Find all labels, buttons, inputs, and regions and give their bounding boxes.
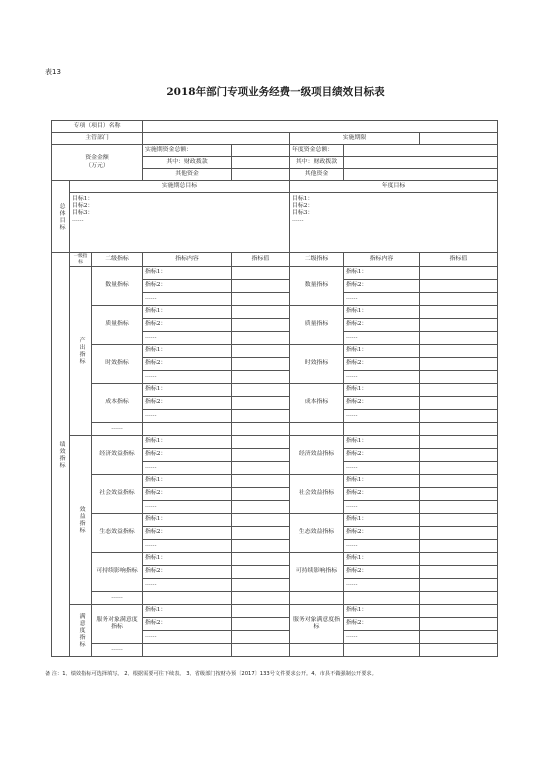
- indicator-value: [232, 618, 290, 631]
- indicator-value: [232, 527, 290, 540]
- period-label: 实施期限: [290, 133, 420, 145]
- indicator-value: [232, 553, 290, 566]
- annual-total-value: [344, 145, 498, 157]
- indicator-content: [143, 592, 232, 605]
- level1-indicator: 满意度指标: [70, 605, 92, 657]
- indicator-content: 指标1：: [143, 514, 232, 527]
- annual-fiscal-value: [344, 157, 498, 169]
- col-content-header: 指标内容: [344, 253, 420, 267]
- col-value-header: 指标值: [420, 253, 498, 267]
- target-line: 目标1：: [72, 196, 94, 202]
- indicator-content: 指标2：: [344, 280, 420, 293]
- indicator-value: [420, 475, 498, 488]
- indicator-value: [232, 436, 290, 449]
- indicator-value: [232, 644, 290, 657]
- period-total-value: [232, 145, 290, 157]
- indicator-content: ……: [344, 631, 420, 644]
- indicator-value: [420, 501, 498, 514]
- indicator-content: 指标1：: [143, 553, 232, 566]
- footnote: 备 注：1、绩效指标可选择填写。 2、根据需要可往下续表。 3、省级部门按财办预〔2017〕133号文件要求公开。4、市县不做强制公开要求。: [45, 671, 377, 677]
- indicator-content: 指标2：: [344, 358, 420, 371]
- indicator-value: [420, 566, 498, 579]
- indicator-content: 指标1：: [143, 475, 232, 488]
- indicator-content: [344, 423, 420, 436]
- indicator-content: [143, 423, 232, 436]
- indicator-content: 指标1：: [344, 605, 420, 618]
- indicator-value: [420, 397, 498, 410]
- indicator-content: 指标2：: [344, 618, 420, 631]
- indicator-content: 指标2：: [143, 527, 232, 540]
- indicator-value: [232, 410, 290, 423]
- level2-indicator: 质量指标: [290, 306, 344, 345]
- indicator-content: ……: [143, 462, 232, 475]
- annual-other-value: [344, 169, 498, 181]
- indicator-content: 指标1：: [344, 384, 420, 397]
- indicator-content: ……: [344, 371, 420, 384]
- level2-indicator: 服务对象满意度指标: [290, 605, 344, 644]
- indicator-value: [232, 475, 290, 488]
- indicator-content: ……: [143, 631, 232, 644]
- indicator-content: 指标2：: [143, 319, 232, 332]
- col-level1-header: 一级指标: [70, 253, 92, 267]
- indicator-content: 指标1：: [344, 306, 420, 319]
- level2-indicator: 服务对象满意度指标: [92, 605, 143, 644]
- indicator-content: 指标1：: [143, 267, 232, 280]
- indicator-content: 指标2：: [344, 566, 420, 579]
- funds-label: [52, 145, 143, 181]
- period-fiscal-label: 其中：财政拨款: [143, 157, 232, 169]
- level2-indicator: 社会效益指标: [92, 475, 143, 514]
- indicator-value: [420, 410, 498, 423]
- level2-indicator: 数量指标: [92, 267, 143, 306]
- indicator-value: [232, 397, 290, 410]
- indicator-content: 指标2：: [344, 319, 420, 332]
- level2-indicator-more: ……: [92, 592, 143, 605]
- indicator-content: 指标2：: [344, 488, 420, 501]
- indicator-value: [420, 423, 498, 436]
- period-total-label: 实施期资金总额：: [143, 145, 232, 157]
- indicator-value: [420, 371, 498, 384]
- indicator-content: ……: [143, 501, 232, 514]
- indicator-content: [344, 592, 420, 605]
- indicator-value: [420, 384, 498, 397]
- col-value-header: 指标值: [232, 253, 290, 267]
- indicator-value: [232, 592, 290, 605]
- indicator-value: [420, 449, 498, 462]
- period-fiscal-value: [232, 157, 290, 169]
- annual-targets: [290, 193, 498, 253]
- indicator-value: [232, 358, 290, 371]
- indicator-content: 指标1：: [143, 306, 232, 319]
- indicator-content: ……: [344, 501, 420, 514]
- indicator-content: ……: [344, 462, 420, 475]
- indicator-value: [420, 540, 498, 553]
- indicator-value: [232, 293, 290, 306]
- indicator-content: ……: [143, 371, 232, 384]
- indicator-value: [420, 332, 498, 345]
- indicator-content: 指标2：: [143, 280, 232, 293]
- indicator-value: [232, 631, 290, 644]
- indicator-content: 指标2：: [143, 397, 232, 410]
- indicator-value: [420, 618, 498, 631]
- indicator-content: 指标1：: [344, 345, 420, 358]
- dept-value: [143, 133, 290, 145]
- indicator-value: [232, 566, 290, 579]
- indicator-content: ……: [344, 332, 420, 345]
- indicator-value: [420, 436, 498, 449]
- indicator-value: [420, 319, 498, 332]
- indicator-content: ……: [143, 579, 232, 592]
- level2-indicator-more: ……: [92, 423, 143, 436]
- indicator-value: [420, 631, 498, 644]
- project-name-label: 专项（项目）名称: [52, 121, 143, 133]
- indicator-value: [420, 644, 498, 657]
- col-level2-header: 二级指标: [92, 253, 143, 267]
- level2-indicator-more: [290, 644, 344, 657]
- level2-indicator: 经济效益指标: [290, 436, 344, 475]
- level2-indicator: 质量指标: [92, 306, 143, 345]
- period-targets: [70, 193, 290, 253]
- indicator-value: [232, 267, 290, 280]
- indicator-content: 指标2：: [143, 358, 232, 371]
- level2-indicator-more: [290, 592, 344, 605]
- level2-indicator: 数量指标: [290, 267, 344, 306]
- indicator-content: 指标1：: [143, 436, 232, 449]
- target-line: 目标2：: [72, 203, 94, 210]
- indicator-value: [232, 462, 290, 475]
- indicator-content: 指标1：: [344, 475, 420, 488]
- indicator-content: ……: [344, 293, 420, 306]
- level2-indicator: 经济效益指标: [92, 436, 143, 475]
- indicator-value: [420, 267, 498, 280]
- period-target-heading: 实施期总目标: [70, 181, 290, 193]
- level2-indicator: 生态效益指标: [290, 514, 344, 553]
- indicator-value: [420, 553, 498, 566]
- target-line: 目标3：: [72, 210, 94, 217]
- funds-label-text: 资金金额 （万元）: [85, 155, 109, 169]
- indicator-value: [232, 488, 290, 501]
- dept-label: 主管部门: [52, 133, 143, 145]
- indicator-content: 指标1：: [143, 384, 232, 397]
- performance-target-table: [51, 120, 498, 657]
- indicator-value: [232, 514, 290, 527]
- target-line: 目标1：: [292, 196, 314, 202]
- annual-total-label: 年度资金总额：: [290, 145, 344, 157]
- indicator-content: 指标1：: [344, 514, 420, 527]
- indicator-content: [344, 644, 420, 657]
- level1-indicator: 效益指标: [70, 436, 92, 605]
- level2-indicator: 时效指标: [92, 345, 143, 384]
- annual-other-label: 其他资金: [290, 169, 344, 181]
- indicator-content: 指标1：: [143, 345, 232, 358]
- indicator-content: 指标2：: [143, 566, 232, 579]
- target-line: 目标2：: [292, 203, 314, 210]
- indicator-value: [232, 319, 290, 332]
- indicator-value: [420, 280, 498, 293]
- indicator-value: [420, 293, 498, 306]
- indicator-content: [143, 644, 232, 657]
- indicator-content: 指标2：: [143, 449, 232, 462]
- indicator-content: 指标2：: [344, 527, 420, 540]
- period-other-label: 其他资金: [143, 169, 232, 181]
- level2-indicator: 可持续影响指标: [92, 553, 143, 592]
- indicator-value: [420, 514, 498, 527]
- indicator-value: [232, 579, 290, 592]
- indicator-content: 指标1：: [344, 267, 420, 280]
- col-level2-header: 二级指标: [290, 253, 344, 267]
- indicator-content: 指标2：: [143, 618, 232, 631]
- indicator-value: [232, 423, 290, 436]
- indicator-value: [232, 540, 290, 553]
- document-title: 2018年部门专项业务经费一级项目绩效目标表: [166, 86, 385, 98]
- indicator-value: [420, 605, 498, 618]
- target-line: 目标3：: [292, 210, 314, 217]
- indicator-content: ……: [344, 410, 420, 423]
- page-label: 表13: [45, 68, 61, 76]
- indicator-content: 指标1：: [344, 553, 420, 566]
- indicator-content: ……: [143, 293, 232, 306]
- indicator-value: [420, 579, 498, 592]
- level2-indicator-more: ……: [92, 644, 143, 657]
- indicator-content: 指标1：: [143, 605, 232, 618]
- overall-target-label: 总体目标: [52, 181, 70, 253]
- level2-indicator-more: [290, 423, 344, 436]
- col-content-header: 指标内容: [143, 253, 232, 267]
- level2-indicator: 成本指标: [92, 384, 143, 423]
- indicator-content: 指标2：: [143, 488, 232, 501]
- target-line: ……: [72, 217, 84, 224]
- indicator-value: [232, 280, 290, 293]
- indicator-value: [232, 332, 290, 345]
- indicator-value: [232, 371, 290, 384]
- period-value: [420, 133, 498, 145]
- indicator-value: [420, 488, 498, 501]
- indicator-content: 指标2：: [344, 397, 420, 410]
- indicator-value: [232, 306, 290, 319]
- level2-indicator: 社会效益指标: [290, 475, 344, 514]
- indicator-value: [420, 306, 498, 319]
- indicator-value: [232, 384, 290, 397]
- indicator-value: [232, 501, 290, 514]
- indicator-content: ……: [344, 579, 420, 592]
- level1-indicator: 产出指标: [70, 267, 92, 436]
- indicator-content: ……: [143, 332, 232, 345]
- indicator-value: [232, 345, 290, 358]
- indicator-value: [232, 449, 290, 462]
- indicator-value: [420, 358, 498, 371]
- level2-indicator: 生态效益指标: [92, 514, 143, 553]
- indicator-content: 指标1：: [344, 436, 420, 449]
- annual-target-heading: 年度目标: [290, 181, 498, 193]
- level2-indicator: 时效指标: [290, 345, 344, 384]
- level2-indicator: 可持续影响指标: [290, 553, 344, 592]
- indicator-value: [420, 345, 498, 358]
- indicator-value: [420, 527, 498, 540]
- target-line: ……: [292, 217, 304, 224]
- indicator-value: [232, 605, 290, 618]
- performance-indicators-label: 绩效指标: [52, 253, 70, 657]
- indicator-value: [420, 462, 498, 475]
- indicator-content: ……: [143, 410, 232, 423]
- indicator-content: 指标2：: [344, 449, 420, 462]
- indicator-value: [420, 592, 498, 605]
- indicator-content: ……: [344, 540, 420, 553]
- annual-fiscal-label: 其中：财政拨款: [290, 157, 344, 169]
- project-name-value: [143, 121, 498, 133]
- level2-indicator: 成本指标: [290, 384, 344, 423]
- period-other-value: [232, 169, 290, 181]
- indicator-content: ……: [143, 540, 232, 553]
